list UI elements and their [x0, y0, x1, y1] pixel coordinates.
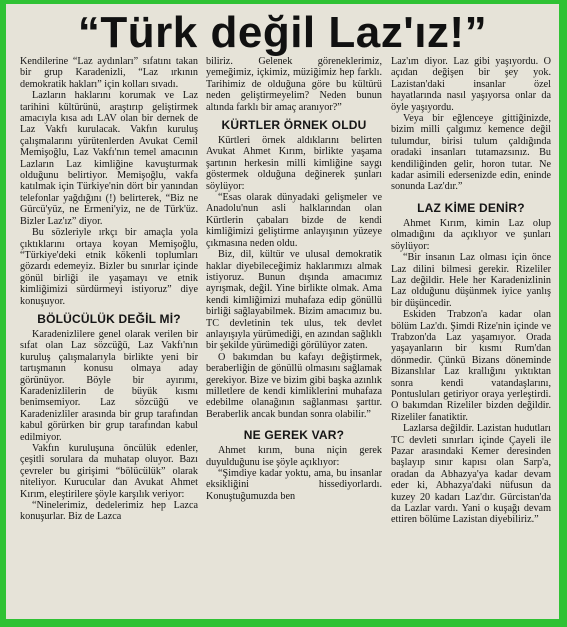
article-column-3 — [391, 56, 551, 616]
body-paragraph: Vakfın kuruluşuna öncülük edenler, çeşitli sorulara da muhatap oluyor. Bazı çevreler bu girişimi “bölücülük” olarak niteliyor. Kurucular dan Avukat Ahmet Kırım, eleştirilere şöyle karşılık veriyor: — [20, 443, 198, 500]
quote-paragraph: O bakımdan bu kafayı değiştirmek, beraberliğin de gönüllü olmasını sağlamak gerekiyor. Bize ve bizim gibi başka azınlık milletlere de kendi kimliklerini muhafaza edebilme olanağının sağlanması şarttır. Beraberlik ancak bundan sonra olabilir.” — [206, 351, 382, 420]
section-heading: NE GEREK VAR? — [243, 428, 345, 443]
newspaper-clipping — [6, 4, 559, 619]
quote-paragraph: “Bir insanın Laz olması için önce Laz dilini bilmesi gerekir. Rizeliler Laz değildir. Hele her Karadenizlinin Laz olduğunu düşünmek iyice yanlış bir düşüncedir. — [391, 252, 551, 309]
quote-paragraph: Eskiden Trabzon'a kadar olan bölüm Laz'dı. Şimdi Rize'nin içinde ve Trabzon'da Laz yaşamıyor. Orada yaşayanların bir kısmı Rum'dan dönmedir. Çünkü Bizans döneminde Bizanslılar Laz krallığını yıktıktan sonra kendi vatandaşlarını, Pontusluları getiriyor oraya yerleştirdi. O bakımdan Rizeliler bizden değildir. Rizeliler fanatiktir. — [391, 309, 551, 423]
quote-paragraph: Biz, dil, kültür ve ulusal demokratik haklar diyebileceğimiz haklarımızı almak istiyoruz. Bunun dışında amacımız ayrışmak, değil. Yine birlikte olmak. Ama kendi kimliğimizi muhafaza edip gönüllü birliği sağlayabilmek. Bizim amacımız bu. TC devletinin tek ulus, tek devlet anlayışıyla yürümediği, en azından sağlıklı bir şekilde yürümediği görülüyor zaten. — [206, 249, 382, 352]
body-paragraph: Lazların haklarını korumak ve Laz tarihini kültürünü, araştırıp geliştirmek amacıyla kısa adı LAV olan bir dernek de Laz Vakfı kurulacak. Vakfın kuruluş çalışmalarını yürütenlerden Avukat Cemil Memişoğlu, Laz Vakfı'nın temel amacının Lazların Laz kimliğine kavuşturmak olduğunu belirtiyor. Memişoğlu, vakfa katılmak için Türkiye'nin dört bir yanından telefonlar yağdığını (!) belirterek, “Biz ne Gürcü'yüz, ne Ermeni'yiz, ne de Türk'üz. Bizler Laz'ız” diyor. — [20, 90, 198, 227]
quote-paragraph: “Esas olarak dünyadaki gelişmeler ve Anadolu'nun asli halklarından olan Kürtlerin çabaları bizde de kendi kimliğimizi geliştirme anlayışının yüzeye çıkmasına neden oldu. — [206, 192, 382, 249]
body-paragraph: Ahmet kırım, buna niçin gerek duyulduğunu ise şöyle açıklıyor: — [206, 445, 382, 468]
article-column-1 — [20, 56, 198, 616]
intro-paragraph: Kendilerine “Laz aydınları” sıfatını takan bir grup Karadenizli, “Laz ırkının demokratik hakları” için kolları sıvadı. — [20, 56, 198, 90]
body-paragraph: Veya bir eğlenceye gittiğinizde, bizim milli çalgımız kemence değil tulumdur, birisi tulum çaldığında oradaki insanları tutamazsınız. Bu kendiliğinden gelir, horon tutar. Ne kadar asimili edersenizde edin, eninde sonunda Laz'dır.” — [391, 113, 551, 193]
body-paragraph: Karadenizlilere genel olarak verilen bir sıfat olan Laz sözcüğü, Laz Vakfı'nın kuruluş çalışmalarıyla birlikte yeni bir tartışmanın konusu olmaya aday görünüyor. Böyle bir ayırımı, Karadenizlilerin de büyük kısmı benimsemiyor. Laz sözcüğü ve Karadenizliler arasında bir grup tarafından kabul görürken bir grup tarafından kabul edilmiyor. — [20, 328, 198, 443]
headline: “Türk değil Laz'ız!” — [77, 8, 488, 57]
section-heading: BÖLÜCÜLÜK DEĞİL Mİ? — [37, 311, 181, 326]
section-heading: KÜRTLER ÖRNEK OLDU — [221, 118, 367, 133]
body-paragraph: Kürtleri örnek aldıklarını belirten Avukat Ahmet Kırım, birlikte yaşama şartının herkesin milli kimliğine saygı göstermek olduğuna değinerek şunları söylüyor: — [206, 135, 382, 192]
body-paragraph: biliriz. Gelenek göreneklerimiz, yemeğimiz, içkimiz, müziğimiz hep farklı. Tarihimiz de olduğuna göre bu kültürü neden geliştirmeyelim? Neden bunun altında farklı bir amaç aranıyor?” — [206, 56, 382, 113]
quote-paragraph: “Ninelerimiz, dedelerimiz hep Lazca konuşurlar. Biz de Lazca — [20, 500, 198, 523]
article-column-2 — [206, 56, 382, 616]
body-paragraph: Laz'ım diyor. Laz gibi yaşıyordu. O açıdan değişen bir şey yok. Lazistan'daki insanlar özel hayatlarında nasıl yaşıyorsa onlar da öyle yaşıyordu. — [391, 56, 551, 113]
quote-paragraph: Lazlarsa değildir. Lazistan hudutları TC devleti sınırları içinde Çayeli ile Pazar arasındaki Kemer deresinden başlayıp sınır kapısı olan Sarp'a, oradan da Abhazya'ya kadar devam eder ki, Abhazya'daki nüfusun da kuzey 20 kadarı Laz'dır. Gürcistan'da da Lazlar vardı. Yani o kuşağı devam ettiren bölüme Lazistan diyebiliriz.” — [391, 423, 551, 526]
quote-paragraph: “Şimdiye kadar yoktu, ama, bu insanlar eksikliğini hissediyorlardı. Konuştuğumuzda ben — [206, 468, 382, 502]
body-paragraph: Ahmet Kırım, kimin Laz olup olmadığını da açıklıyor ve şunları söylüyor: — [391, 217, 551, 252]
section-heading: LAZ KİME DENİR? — [417, 200, 525, 215]
body-paragraph: Bu sözleriyle ırkçı bir amaçla yola çıktıklarını ortaya koyan Memişoğlu, “Türkiye'deki etnik kökenli toplumları gözardı edemeyiz. Bizler bu sınırlar içinde gönül birliği ile yaşamayı ve etnik kimliğimizi sürdürmeyi istiyoruz” diye konuşuyor. — [20, 227, 198, 307]
